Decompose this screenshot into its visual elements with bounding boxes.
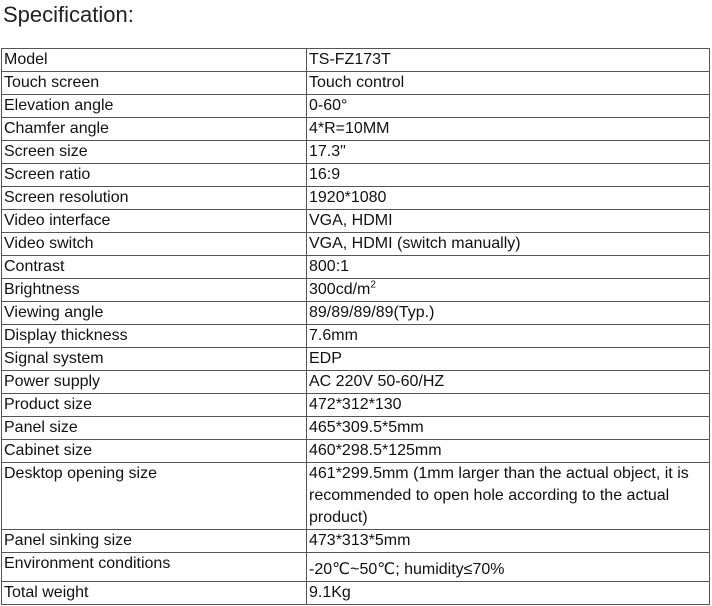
spec-label: Cabinet size xyxy=(2,440,307,463)
spec-value: VGA, HDMI (switch manually) xyxy=(307,233,710,256)
table-row xyxy=(2,187,710,210)
spec-label: Model xyxy=(2,49,307,72)
table-row xyxy=(2,325,710,348)
spec-label: Signal system xyxy=(2,348,307,371)
spec-value: 472*312*130 xyxy=(307,394,710,417)
spec-value: 0-60° xyxy=(307,95,710,118)
table-row xyxy=(2,233,710,256)
spec-label: Panel size xyxy=(2,417,307,440)
spec-label: Contrast xyxy=(2,256,307,279)
spec-label: Screen size xyxy=(2,141,307,164)
spec-value: 473*313*5mm xyxy=(307,530,710,553)
spec-value xyxy=(307,279,710,302)
spec-value: 4*R=10MM xyxy=(307,118,710,141)
spec-label: Elevation angle xyxy=(2,95,307,118)
table-row xyxy=(2,49,710,72)
superscript-exponent: 2 xyxy=(370,279,376,291)
spec-value: AC 220V 50-60/HZ xyxy=(307,371,710,394)
spec-label: Screen resolution xyxy=(2,187,307,210)
spec-label: Brightness xyxy=(2,279,307,302)
table-row xyxy=(2,72,710,95)
specification-table xyxy=(1,48,710,605)
spec-label: Screen ratio xyxy=(2,164,307,187)
spec-value: 465*309.5*5mm xyxy=(307,417,710,440)
spec-label: Total weight xyxy=(2,582,307,605)
spec-value: 460*298.5*125mm xyxy=(307,440,710,463)
spec-label: Viewing angle xyxy=(2,302,307,325)
spec-label: Power supply xyxy=(2,371,307,394)
spec-label: Environment conditions xyxy=(2,553,307,582)
table-row xyxy=(2,118,710,141)
table-row xyxy=(2,553,710,582)
table-row xyxy=(2,417,710,440)
spec-value: 1920*1080 xyxy=(307,187,710,210)
spec-value: 800:1 xyxy=(307,256,710,279)
table-row xyxy=(2,302,710,325)
spec-value: 17.3" xyxy=(307,141,710,164)
spec-value: VGA, HDMI xyxy=(307,210,710,233)
table-row xyxy=(2,141,710,164)
spec-value: 16:9 xyxy=(307,164,710,187)
spec-value: 7.6mm xyxy=(307,325,710,348)
table-row xyxy=(2,582,710,605)
table-row xyxy=(2,256,710,279)
spec-label: Touch screen xyxy=(2,72,307,95)
spec-value: 461*299.5mm (1mm larger than the actual object, it is recommended to open hole according to the actual product) xyxy=(307,463,710,530)
spec-label: Display thickness xyxy=(2,325,307,348)
spec-value: Touch control xyxy=(307,72,710,95)
spec-value: 9.1Kg xyxy=(307,582,710,605)
spec-value: TS-FZ173T xyxy=(307,49,710,72)
spec-label: Panel sinking size xyxy=(2,530,307,553)
table-row xyxy=(2,530,710,553)
spec-label: Desktop opening size xyxy=(2,463,307,530)
spec-value: 89/89/89/89(Typ.) xyxy=(307,302,710,325)
table-row xyxy=(2,279,710,302)
page-title: Specification: xyxy=(3,2,134,27)
spec-label: Product size xyxy=(2,394,307,417)
spec-value: EDP xyxy=(307,348,710,371)
table-row xyxy=(2,210,710,233)
table-row xyxy=(2,394,710,417)
table-row xyxy=(2,95,710,118)
table-row xyxy=(2,440,710,463)
table-row xyxy=(2,348,710,371)
spec-label: Video interface xyxy=(2,210,307,233)
table-row xyxy=(2,164,710,187)
spec-label: Video switch xyxy=(2,233,307,256)
table-row xyxy=(2,463,710,530)
spec-label: Chamfer angle xyxy=(2,118,307,141)
table-row xyxy=(2,371,710,394)
spec-value: -20℃~50℃; humidity≤70% xyxy=(307,553,710,582)
brightness-value: 300cd/m xyxy=(309,281,371,298)
